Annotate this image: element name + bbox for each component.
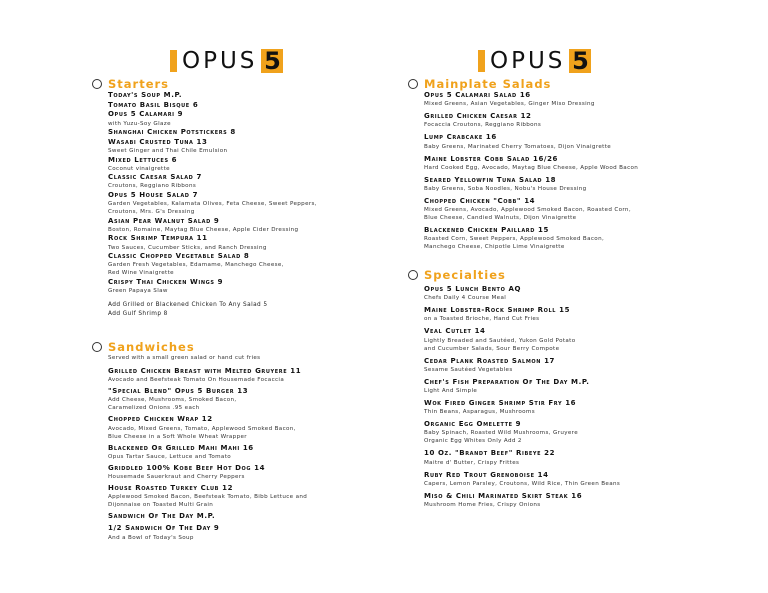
menu-item-name: Tomato Basil Bisque 6 [108, 100, 199, 109]
menu-item-name: Mixed Lettuces 6 [108, 155, 178, 164]
logo-number: 5 [569, 49, 591, 73]
logo-bar [170, 50, 177, 72]
menu-item-name: Opus 5 Calamari Salad 16 [424, 91, 531, 99]
opus5-logo [478, 48, 591, 74]
menu-item-name: Opus 5 House Salad 7 [108, 190, 199, 199]
menu-item-description: Coconut vinaigrette [108, 165, 170, 172]
menu-item-name: Maine Lobster Cobb Salad 16/26 [424, 154, 559, 163]
section-title: Specialties [424, 268, 506, 282]
menu-item-description: Garden Vegetables, Kalamata Olives, Feta Cheese, Sweet Peppers, [108, 201, 317, 208]
menu-item [108, 512, 392, 521]
menu-item-description: Mushroom Home Fries, Crispy Onions [424, 502, 541, 509]
menu-item-name: Ruby Red Trout Grenoboise 14 [424, 470, 549, 479]
menu-item-name: Griddled 100% Kobe Beef Hot Dog 14 [108, 463, 266, 472]
menu-item [424, 420, 698, 445]
circle-bullet-icon [92, 79, 102, 89]
menu-item-name: Today's Soup M.P. [108, 91, 183, 99]
menu-item [424, 91, 698, 108]
menu-item-description: Light And Simple [424, 388, 478, 395]
menu-item-description: Boston, Romaine, Maytag Blue Cheese, Apple Cider Dressing [108, 226, 299, 233]
menu-item-name: Classic Chopped Vegetable Salad 8 [108, 252, 250, 261]
menu-item-name: 1/2 Sandwich Of The Day 9 [108, 524, 220, 533]
menu-item-name: 10 Oz. "Brandt Beef" Ribeye 22 [424, 449, 556, 458]
menu-item [424, 133, 698, 150]
menu-item [108, 128, 392, 137]
starters-section [92, 77, 392, 319]
menu-item-name: Rock Shrimp Tempura 11 [108, 234, 208, 243]
menu-item [108, 138, 392, 155]
menu-item-description: Croutons, Reggiano Ribbons [108, 183, 197, 190]
specialties-section [408, 268, 698, 513]
menu-item-name: Classic Caesar Salad 7 [108, 173, 202, 182]
menu-item [108, 156, 392, 173]
menu-item [108, 387, 392, 412]
menu-item-description: Baby Spinach, Roasted Wild Mushrooms, Gruyere [424, 430, 578, 437]
menu-item-description: Maitre d' Butter, Crispy Frittes [424, 459, 520, 466]
menu-item-description: Applewood Smoked Bacon, Beefsteak Tomato, Bibb Lettuce and [108, 494, 308, 501]
menu-item-description: Thin Beans, Asparagus, Mushrooms [424, 409, 535, 416]
menu-item-description: Baby Greens, Soba Noodles, Nobu's House Dressing [424, 186, 587, 193]
menu-item-description: Red Wine Vinaigrette [108, 270, 174, 277]
menu-item-name: Opus 5 Lunch Bento AQ [424, 285, 522, 293]
menu-item-description: Capers, Lemon Parsley, Croutons, Wild Rice, Thin Green Beans [424, 480, 621, 487]
menu-item [108, 217, 392, 234]
specialties-list [424, 285, 698, 509]
menu-item [424, 155, 698, 172]
menu-item [108, 524, 392, 541]
menu-item-description: Add Cheese, Mushrooms, Smoked Bacon, [108, 397, 237, 404]
menu-item [108, 191, 392, 216]
menu-item-name: Chopped Chicken Wrap 12 [108, 415, 213, 424]
logo-bar [478, 50, 485, 72]
menu-item [108, 444, 392, 461]
menu-item [424, 285, 698, 302]
menu-item [424, 112, 698, 129]
menu-item-name: House Roasted Turkey Club 12 [108, 484, 234, 493]
menu-item [424, 176, 698, 193]
menu-item-name: Shanghai Chicken Potstickers 8 [108, 128, 236, 137]
section-title: Starters [108, 77, 170, 91]
menu-item-description: with Yuzu-Soy Glaze [108, 120, 171, 127]
sandwiches-list [108, 367, 392, 542]
menu-item [108, 278, 392, 295]
menu-item-name: Blackened Chicken Paillard 15 [424, 226, 549, 235]
circle-bullet-icon [408, 79, 418, 89]
section-title: Sandwiches [108, 340, 195, 354]
menu-item [424, 226, 698, 251]
menu-item [108, 484, 392, 509]
opus5-logo [170, 48, 283, 74]
menu-item [108, 234, 392, 251]
menu-item [424, 197, 698, 222]
menu-item [108, 101, 392, 110]
menu-item-description: Baby Greens, Marinated Cherry Tomatoes, Dijon Vinaigrette [424, 143, 612, 150]
menu-item [108, 110, 392, 127]
salad-addon: Add Grilled or Blackened Chicken To Any Salad 5 [108, 301, 268, 308]
menu-item-description: on a Toasted Brioche, Hand Cut Fries [424, 316, 540, 323]
section-note: Served with a small green salad or hand cut fries [108, 355, 261, 361]
menu-item-description: Manchego Cheese, Chipotle Lime Vinaigrette [424, 244, 565, 251]
menu-item-name: Sandwich Of The Day M.P. [108, 512, 216, 521]
salad-addon: Add Gulf Shrimp 8 [108, 310, 168, 317]
starters-addons [108, 301, 392, 319]
menu-item-description: Opus Tartar Sauce, Lettuce and Tomato [108, 453, 232, 460]
menu-item [108, 415, 392, 440]
section-header [408, 77, 698, 91]
menu-item-name: Grilled Chicken Breast with Melted Gruyere 11 [108, 367, 302, 375]
logo-text: OPUS [182, 48, 258, 74]
menu-item-name: Miso & Chili Marinated Skirt Steak 16 [424, 491, 583, 500]
menu-item [424, 357, 698, 374]
menu-item [424, 492, 698, 509]
menu-item [108, 464, 392, 481]
menu-item [424, 399, 698, 416]
menu-item-name: Maine Lobster-Rock Shrimp Roll 15 [424, 306, 571, 315]
section-header [408, 268, 698, 282]
menu-item-name: Veal Cutlet 14 [424, 327, 486, 336]
logo-text: OPUS [490, 48, 566, 74]
menu-item-description: Sweet Ginger and Thai Chile Emulsion [108, 148, 228, 155]
sandwiches-section [92, 340, 392, 545]
menu-item-description: Blue Cheese, Candied Walnuts, Dijon Vinaigrette [424, 215, 577, 222]
section-header [92, 340, 392, 354]
menu-item-name: Grilled Chicken Caesar 12 [424, 112, 532, 121]
menu-item-description: Two Sauces, Cucumber Sticks, and Ranch Dressing [108, 244, 267, 251]
menu-item-description: Croutons, Mrs. G's Dressing [108, 209, 195, 216]
menu-item-description: Focaccia Croutons, Reggiano Ribbons [424, 122, 542, 129]
menu-item-name: Wok Fired Ginger Shrimp Stir Fry 16 [424, 399, 577, 408]
menu-item [424, 471, 698, 488]
menu-item-description: Caramelized Onions .95 each [108, 405, 200, 412]
menu-item-description: Avocado and Beefsteak Tomato On Housemade Focaccia [108, 377, 285, 384]
menu-item-description: Blue Cheese in a Soft Whole Wheat Wrapper [108, 433, 247, 440]
menu-item-description: Chefs Daily 4 Course Meal [424, 295, 507, 302]
mainplate-list [424, 91, 698, 251]
menu-item-name: Wasabi Crusted Tuna 13 [108, 137, 208, 146]
menu-item-description: Sesame Sautéed Vegetables [424, 366, 513, 373]
menu-item-name: Asian Pear Walnut Salad 9 [108, 216, 220, 225]
menu-item [108, 173, 392, 190]
mainplate-section [408, 77, 698, 255]
menu-item [424, 449, 698, 466]
menu-item-name: Blackened Or Grilled Mahi Mahi 16 [108, 443, 254, 452]
menu-item-description: Lightly Breaded and Sautéed, Yukon Gold Potato [424, 337, 576, 344]
menu-item-description: Garden Fresh Vegetables, Edamame, Manchego Cheese, [108, 262, 284, 269]
starters-list [108, 91, 392, 295]
menu-item-name: Chef's Fish Preparation Of The Day M.P. [424, 377, 590, 386]
menu-item [424, 327, 698, 352]
menu-item-name: Crispy Thai Chicken Wings 9 [108, 277, 224, 286]
menu-item-description: Hard Cooked Egg, Avocado, Maytag Blue Cheese, Apple Wood Bacon [424, 164, 639, 171]
menu-item [108, 367, 392, 384]
menu-item-description: Organic Egg Whites Only Add 2 [424, 438, 522, 445]
section-header [92, 77, 392, 91]
menu-item [108, 252, 392, 277]
menu-item-description: Housemade Sauerkraut and Cherry Peppers [108, 474, 245, 481]
menu-item-name: Chopped Chicken "Cobb" 14 [424, 197, 536, 206]
menu-item-name: Organic Egg Omelette 9 [424, 420, 522, 429]
circle-bullet-icon [408, 270, 418, 280]
menu-item-description: and Cucumber Salads, Sour Berry Compote [424, 345, 560, 352]
menu-item-description: Avocado, Mixed Greens, Tomato, Applewood Smoked Bacon, [108, 425, 296, 432]
menu-item-name: Cedar Plank Roasted Salmon 17 [424, 356, 556, 365]
menu-item-description: Green Papaya Slaw [108, 287, 168, 294]
menu-item-description: Roasted Corn, Sweet Peppers, Applewood Smoked Bacon, [424, 236, 605, 243]
menu-item-name: "Special Blend" Opus 5 Burger 13 [108, 387, 249, 396]
menu-item-description: Dijonnaise on Toasted Multi Grain [108, 502, 214, 509]
circle-bullet-icon [92, 342, 102, 352]
menu-item-description: And a Bowl of Today's Soup [108, 534, 194, 541]
section-title: Mainplate Salads [424, 77, 552, 91]
menu-item [424, 306, 698, 323]
menu-item-name: Seared Yellowfin Tuna Salad 18 [424, 175, 557, 184]
menu-item-description: Mixed Greens, Avocado, Applewood Smoked Bacon, Roasted Corn, [424, 207, 631, 214]
menu-item [424, 378, 698, 395]
logo-number: 5 [261, 49, 283, 73]
menu-item [108, 91, 392, 100]
menu-item-name: Lump Crabcake 16 [424, 133, 497, 142]
menu-item-description: Mixed Greens, Asian Vegetables, Ginger Miso Dressing [424, 101, 595, 108]
menu-item-name: Opus 5 Calamari 9 [108, 110, 184, 119]
